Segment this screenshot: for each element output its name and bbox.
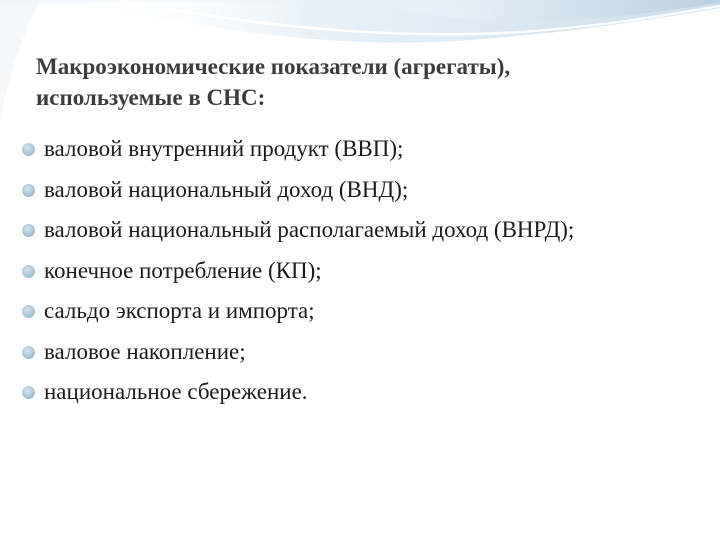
list-item-text: сальдо экспорта и импорта; [44, 298, 315, 323]
bullet-dot-icon [22, 305, 35, 318]
list-item-text: валовой национальный доход (ВНД); [44, 176, 409, 202]
slide-title-line-1: Макроэкономические показатели (агрегаты), [36, 54, 511, 79]
bullet-dot-icon [22, 224, 35, 237]
slide-title [36, 51, 676, 113]
list-item-text: валовое накопление; [44, 338, 246, 364]
bullet-dot-icon [22, 143, 35, 156]
slide-title-line-2: используемые в СНС: [36, 85, 266, 110]
bullet-dot-icon [22, 346, 35, 359]
list-item [22, 214, 712, 255]
list-item-text: валовой национальный располагаемый доход (ВНРД); [44, 217, 575, 242]
list-item-text: национальное сбережение. [44, 379, 308, 404]
bullet-dot-icon [22, 184, 35, 197]
list-item [22, 295, 712, 336]
list-item-text: валовой внутренний продукт (ВВП); [44, 136, 404, 161]
list-item [22, 255, 712, 296]
list-item [22, 376, 712, 417]
bullet-dot-icon [22, 265, 35, 278]
list-item [22, 133, 712, 174]
list-item-text: конечное потребление (КП); [44, 257, 322, 283]
list-item [22, 174, 712, 215]
bullet-list [22, 133, 712, 417]
list-item [22, 336, 712, 377]
bullet-dot-icon [22, 386, 35, 399]
